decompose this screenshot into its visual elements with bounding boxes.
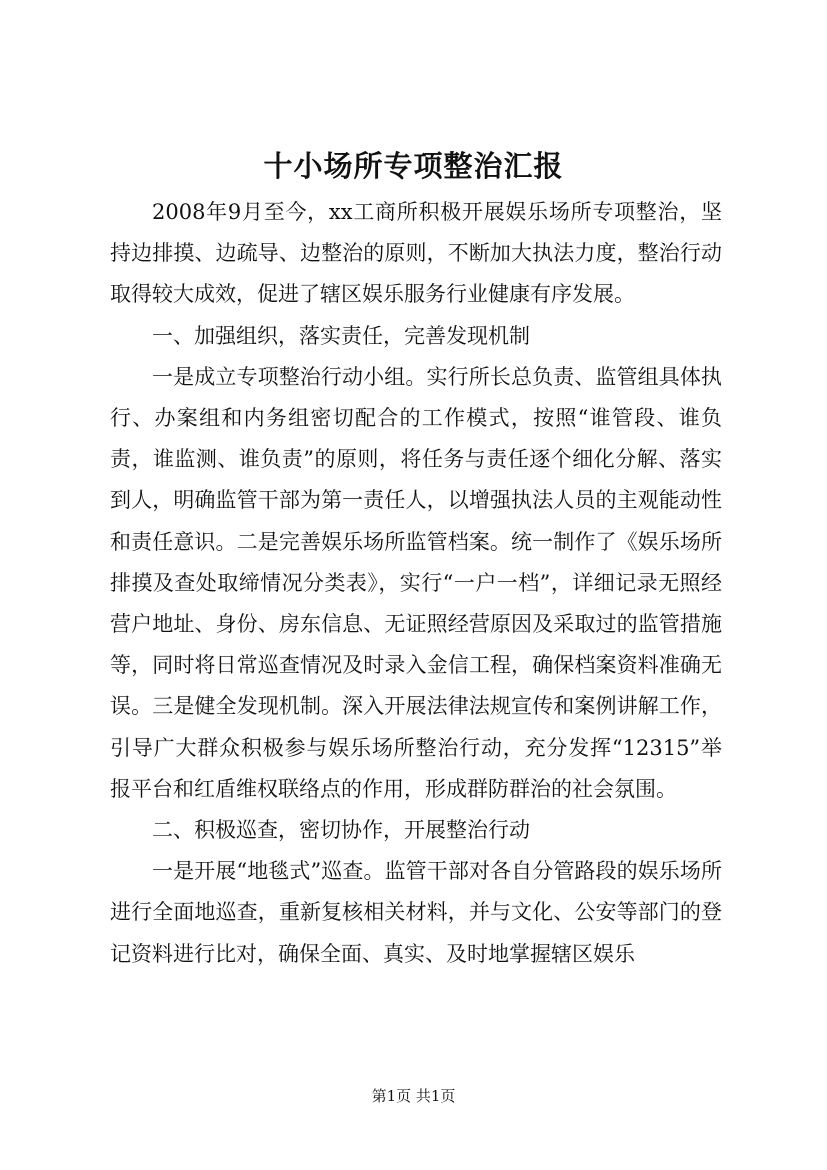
page-number-footer: 第1页 共1页 <box>371 1087 456 1105</box>
section-heading-1: 一、加强组织，落实责任，完善发现机制 <box>152 323 530 348</box>
paragraph-section-2: 一是开展“地毯式”巡查。监管干部对各自分管路段的娱乐场所进行全面地巡查，重新复核相关材料，并与文化、公安等部门的登记资料进行比对，确保全面、真实、及时地掌握辖区娱乐 <box>110 859 722 966</box>
document-title: 十小场所专项整治汇报 <box>263 149 564 183</box>
paragraph-section-1: 一是成立专项整治行动小组。实行所长总负责、监管组具体执行、办案组和内务组密切配合的工作模式，按照“谁管段、谁负责，谁监测、谁负责”的原则，将任务与责任逐个细化分解、落实到人，明确监管干部为第一责任人，以增强执法人员的主观能动性和责任意识。二是完善娱乐场所监管档案。统一制作了《娱乐场所排摸及查处取缔情况分类表》，实行“一户一档”，详细记录无照经营户地址、身份、房东信息、无证照经营原因及采取过的监管措施等，同时将日常巡查情况及时录入金信工程，确保档案资料准确无误。三是健全发现机制。深入开展法律法规宣传和案例讲解工作，引导广大群众积极参与娱乐场所整治行动，充分发挥“12315”举报平台和红盾维权联络点的作用，形成群防群治的社会氛围。 <box>110 364 722 801</box>
document-body <box>110 192 722 975</box>
paragraph-intro: 2008年9月至今，xx工商所积极开展娱乐场所专项整治，坚持边排摸、边疏导、边整治的原则，不断加大执法力度，整治行动取得较大成效，促进了辖区娱乐服务行业健康有序发展。 <box>110 200 722 307</box>
section-heading-2: 二、积极巡查，密切协作，开展整治行动 <box>152 818 530 843</box>
